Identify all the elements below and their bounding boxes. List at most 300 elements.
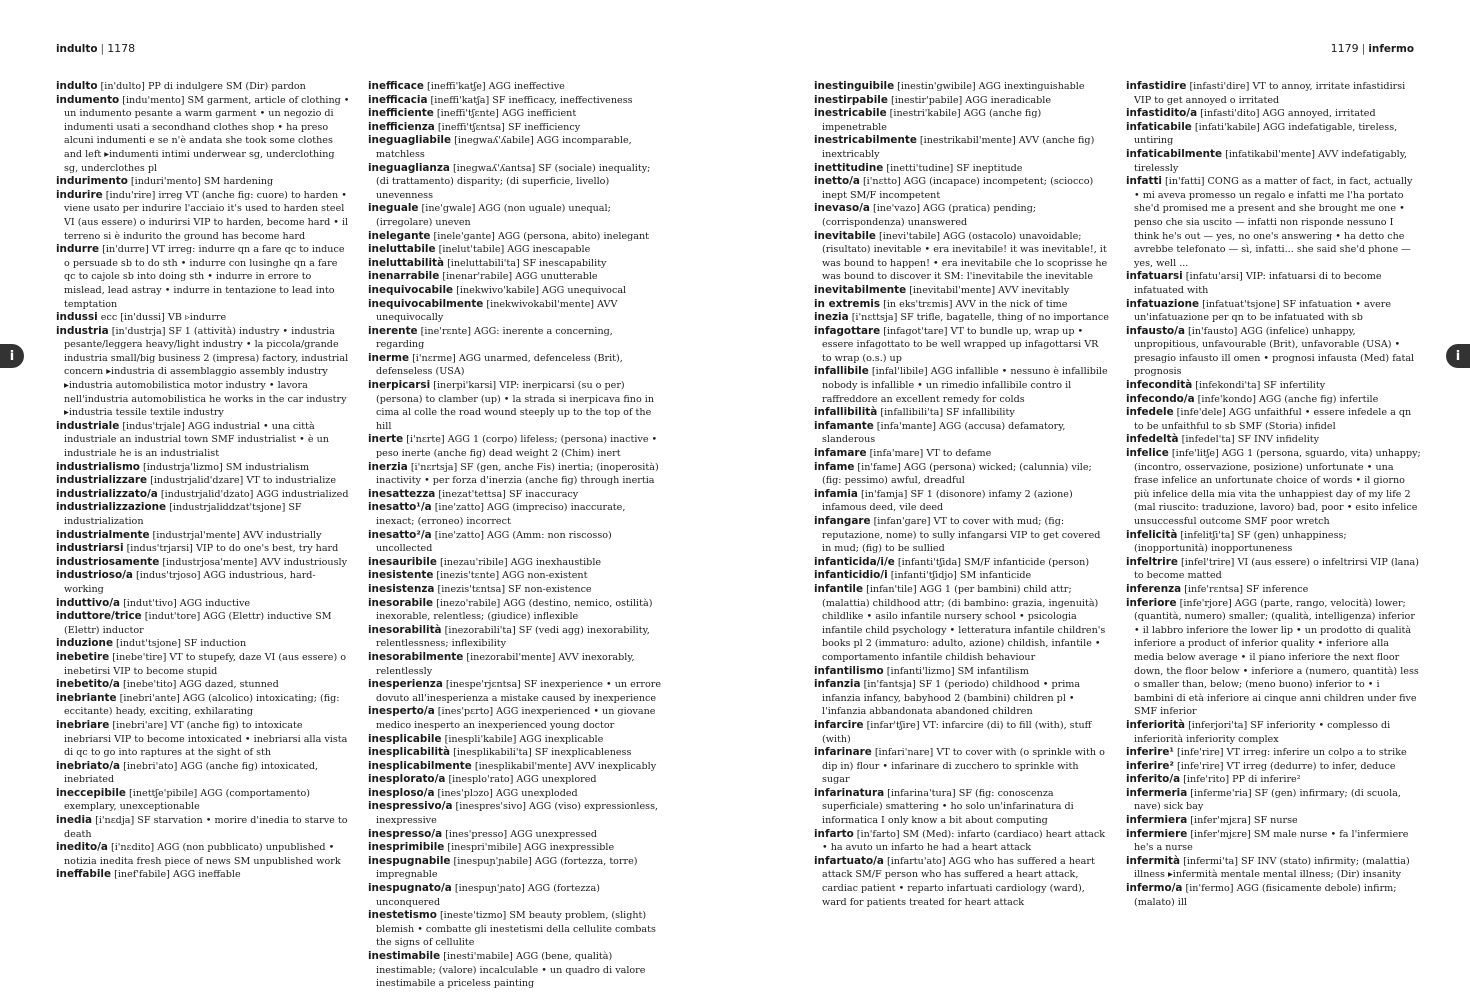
entry-definition: [ine'zatto] AGG (impreciso) inaccurate, inexact; (erroneo) incorrect	[376, 502, 626, 527]
entry-headword: inestricabilmente	[814, 134, 917, 147]
entry-headword: industria	[56, 324, 109, 337]
entry-definition: [infe'rɛntsa] SF inference	[1181, 583, 1309, 595]
entry-definition: [ines'presso] AGG unexpressed	[442, 828, 598, 840]
entry-headword: induttivo/a	[56, 596, 121, 609]
entry-headword: infartuato/a	[814, 854, 884, 867]
entry-headword: inestimabile	[368, 950, 441, 962]
entry-definition: [inevitabil'mente] AVV inevitably	[906, 284, 1070, 296]
dictionary-entry	[368, 488, 663, 502]
entry-definition: [industrja'lizmo] SM industrialism	[139, 461, 310, 473]
entry-headword: infaticabile	[1126, 120, 1192, 133]
dictionary-entry	[1126, 882, 1421, 909]
entry-definition: [inezau'ribile] AGG inexhaustible	[436, 556, 602, 568]
entry-headword: infermiere	[1126, 827, 1188, 840]
dictionary-entry	[814, 420, 1109, 447]
dictionary-entry	[814, 325, 1109, 366]
dictionary-entry	[56, 692, 351, 719]
entry-definition: [inegwaʎ'ʎantsa] SF (sociale) inequality; (di trattamento) disparity; (di superficie, livello) unevenness	[376, 162, 651, 201]
entry-headword: industrialmente	[56, 528, 150, 541]
entry-definition: [inebri'are] VT (anche fig) to intoxicate inebriarsi VIP to become intoxicated • inebriarsi alla vista di qc to go into raptures at the sight of sth	[64, 719, 348, 759]
dictionary-entry	[1126, 148, 1421, 175]
dictionary-entry	[368, 162, 663, 203]
dictionary-entry	[368, 733, 663, 747]
entry-headword: infantile	[814, 582, 864, 595]
right-page	[735, 0, 1470, 1006]
entry-definition: [in'fausto] AGG (infelice) unhappy, unpropitious, unfavourable (Brit), unfavorable (USA) • presagio infausto ill omen • prognosi infausta (Med) fatal prognosis	[1134, 325, 1415, 378]
dictionary-entry	[1126, 746, 1421, 760]
dictionary-entry	[368, 828, 663, 842]
dictionary-entry	[56, 94, 351, 176]
entry-headword: ineguale	[368, 202, 419, 215]
dictionary-entry	[56, 719, 351, 760]
dictionary-entry	[1126, 325, 1421, 379]
entry-headword: inferiore	[1126, 596, 1177, 609]
entry-headword: inesistenza	[368, 582, 435, 595]
left-page-header: indulto | 1178	[56, 42, 136, 55]
entry-headword: ineguaglianza	[368, 161, 450, 174]
entry-headword: industrializzato/a	[56, 487, 158, 500]
dictionary-entry	[368, 94, 663, 108]
entry-definition: [infa'mante] AGG (accusa) defamatory, slanderous	[822, 420, 1066, 446]
entry-headword: inerente	[368, 324, 418, 337]
dictionary-entry	[368, 705, 663, 732]
entry-definition: [industrjaliddzat'tsjone] SF industrialization	[64, 502, 302, 527]
entry-definition: [infanti'tʃida] SM/F infanticide (person)	[894, 556, 1090, 568]
entry-definition: [ineffi'tʃɛntsa] SF inefficiency	[434, 121, 581, 133]
dictionary-entry	[56, 651, 351, 678]
entry-definition: [infedel'ta] SF INV infidelity	[1178, 434, 1320, 446]
left-header-page-number: 1178	[107, 42, 136, 55]
entry-definition: [i'nɛrme] AGG unarmed, defenceless (Brit), defenseless (USA)	[376, 352, 623, 378]
dictionary-entry	[368, 284, 663, 298]
entry-definition: [inelut'tabile] AGG inescapable	[435, 244, 591, 256]
right-page-column-2	[1126, 80, 1421, 909]
entry-headword: inestinguibile	[814, 80, 895, 92]
dictionary-entry	[814, 406, 1109, 420]
entry-definition: [inerpi'karsi] VIP: inerpicarsi (su o per) (persona) to clamber (up) • la strada si inerpicava fino in cima al colle the road wound steeply up to the top of the hill	[376, 380, 655, 432]
dictionary-entry	[368, 760, 663, 774]
dictionary-entry	[814, 746, 1109, 787]
entry-definition: [indut'tivo] AGG inductive	[120, 597, 251, 609]
entry-definition: [industrjalid'dzare] VT to industrialize	[147, 475, 336, 487]
entry-headword: infelice	[1126, 447, 1169, 460]
entry-definition: [inezis'tɛnte] AGG non-existent	[433, 570, 588, 582]
dictionary-entry	[814, 365, 1109, 406]
entry-definition: [infermi'ta] SF INV (stato) infirmity; (malattia) illness ▸infermità mentale mental illness; (Dir) insanity	[1134, 855, 1410, 881]
dictionary-entry	[1126, 270, 1421, 297]
dictionary-entry	[814, 678, 1109, 719]
dictionary-entry	[56, 637, 351, 651]
entry-headword: indurimento	[56, 175, 128, 188]
dictionary-entry	[368, 556, 663, 570]
entry-headword: ineguagliabile	[368, 134, 452, 147]
entry-definition: [indut'tore] AGG (Elettr) inductive SM (Elettr) inductor	[64, 611, 332, 636]
dictionary-entry	[56, 841, 351, 868]
entry-headword: indumento	[56, 93, 120, 106]
entry-headword: inesplicabile	[368, 732, 442, 745]
dictionary-entry	[814, 284, 1109, 298]
entry-definition: [i'nɛtto] AGG (incapace) incompetent; (sciocco) inept SM/F incompetent	[822, 176, 1094, 201]
dictionary-entry	[1126, 787, 1421, 814]
dictionary-entry	[368, 433, 663, 460]
entry-definition: [in eks'trɛmis] AVV in the nick of time	[880, 298, 1068, 310]
entry-headword: infarto	[814, 827, 854, 840]
entry-definition: [infanti'tʃidjo] SM infanticide	[887, 570, 1032, 582]
entry-definition: [inenar'rabile] AGG unutterable	[439, 271, 598, 283]
entry-definition: [infartu'ato] AGG who has suffered a heart attack SM/F person who has suffered a heart attack, cardiac patient • reparto infartuati cardiology (ward), ward for patients treated for heart attack	[822, 855, 1095, 908]
dictionary-entry	[814, 515, 1109, 556]
entry-definition: [ineste'tizmo] SM beauty problem, (slight) blemish • combatte gli inestetismi della cellulite combats the signs of cellulite	[376, 910, 656, 949]
entry-definition: [inekwivo'kabile] AGG unequivocal	[453, 284, 627, 296]
dictionary-entry	[56, 243, 351, 311]
entry-headword: inerme	[368, 351, 410, 364]
dictionary-entry	[814, 298, 1109, 312]
entry-definition: [ineffi'tʃɛnte] AGG inefficient	[433, 108, 577, 120]
entry-headword: inefficienza	[368, 120, 435, 133]
entry-headword: induttore/trice	[56, 610, 142, 623]
dictionary-entry	[368, 773, 663, 787]
entry-headword: inedito/a	[56, 841, 108, 854]
entry-headword: inferenza	[1126, 582, 1182, 595]
entry-headword: inesperienza	[368, 678, 443, 691]
entry-headword: inferito/a	[1126, 773, 1181, 786]
entry-headword: infarcire	[814, 718, 864, 731]
entry-headword: industriale	[56, 419, 120, 432]
entry-headword: infagottare	[814, 324, 881, 337]
entry-definition: [infal'libile] AGG infallible • nessuno è infallibile nobody is infallible • un rimedio infallibile contro il raffreddore an excellent remedy for colds	[822, 366, 1108, 405]
entry-definition: [ineluttabili'ta] SF inescapability	[444, 257, 607, 269]
entry-headword: infaticabilmente	[1126, 147, 1223, 160]
entry-definition: [indu'mento] SM garment, article of clothing • un indumento pesante a warm garment • un negozio di indumenti usati a secondhand clothes shop • ha preso alcuni indumenti e se n'è andata she took some clothes and left ▸indumenti intimi underwear sg, underclothing sg, underclothes pl	[64, 94, 350, 174]
dictionary-entry	[368, 298, 663, 325]
dictionary-entry	[368, 841, 663, 855]
entry-definition: [ine'rɛnte] AGG: inerente a concerning, regarding	[376, 325, 613, 351]
entry-definition: [in'fermo] AGG (fisicamente debole) infirm; (malato) ill	[1134, 883, 1397, 908]
dictionary-entry	[56, 420, 351, 461]
entry-headword: indussi	[56, 311, 98, 324]
entry-headword: infarinatura	[814, 786, 885, 799]
entry-headword: inevaso/a	[814, 202, 870, 215]
entry-definition: [infagot'tare] VT to bundle up, wrap up • essere infagottato to be well wrapped up infagottarsi VR to wrap (o.s.) up	[822, 325, 1099, 364]
entry-definition: [inegwaʎ'ʎabile] AGG incomparable, matchless	[376, 135, 632, 160]
entry-headword: infedele	[1126, 406, 1174, 419]
entry-headword: inebriare	[56, 718, 110, 731]
entry-headword: ineluttabilità	[368, 256, 445, 269]
dictionary-entry	[1126, 814, 1421, 828]
entry-definition: [infar'tʃire] VT: infarcire (di) to fill (with), stuff (with)	[822, 719, 1092, 745]
entry-headword: infastidito/a	[1126, 107, 1198, 120]
entry-definition: [infe'rire] VT irreg: inferire un colpo a to strike	[1173, 747, 1407, 759]
dictionary-entry	[56, 325, 351, 420]
entry-definition: [infe'litʃe] AGG 1 (persona, sguardo, vita) unhappy; (incontro, osservazione, posizione) unfortunate • una frase infelice an unfortunate choice of words • il giorno più infelice della mia vita the unhappiest day of my life 2 (mal riuscito: traduzione, lavoro) bad, poor • esito infelice unsuccessful outcome SMF poor wretch	[1134, 448, 1421, 527]
entry-definition: [inespuɲ'ɲato] AGG (fortezza) unconquered	[376, 883, 600, 908]
entry-definition: [industrjal'mente] AVV industrially	[149, 529, 322, 541]
entry-definition: [indus'trjale] AGG industrial • una città industriale an industrial town SMF industrialist • è un industriale he is an industrialist	[64, 420, 329, 460]
dictionary-entry	[368, 787, 663, 801]
dictionary-entry	[56, 542, 351, 556]
entry-definition: [infe'dele] AGG unfaithful • essere infedele a qn to be unfaithful to sb SMF (Storia) infidel	[1134, 407, 1412, 432]
entry-definition: [infan'gare] VT to cover with mud; (fig: reputazione, nome) to sully infangarsi VIP to get covered in mud; (fig) to be sullied	[822, 516, 1101, 555]
entry-definition: [infasti'dire] VT to annoy, irritate infastidirsi VIP to get annoyed o irritated	[1134, 81, 1406, 106]
entry-definition: [inekwivokabil'mente] AVV unequivocally	[376, 298, 618, 324]
entry-headword: infallibile	[814, 365, 869, 378]
dictionary-entry	[1126, 298, 1421, 325]
entry-headword: infanzia	[814, 678, 861, 691]
dictionary-entry	[368, 134, 663, 161]
dictionary-entry	[368, 882, 663, 909]
entry-headword: inevitabilmente	[814, 283, 907, 296]
entry-definition: [in'famja] SF 1 (disonore) infamy 2 (azione) infamous deed, vile deed	[822, 488, 1073, 514]
entry-headword: inerte	[368, 433, 404, 446]
entry-headword: inelegante	[368, 229, 431, 242]
dictionary-entry	[814, 855, 1109, 909]
entry-headword: inequivocabile	[368, 283, 454, 296]
entry-headword: inebriante	[56, 691, 117, 704]
entry-definition: [infe'rire] VT irreg (dedurre) to infer, deduce	[1173, 760, 1396, 772]
entry-definition: [in'farto] SM (Med): infarto (cardiaco) heart attack • ha avuto un infarto he had a heart attack	[822, 828, 1106, 854]
dictionary-entry	[814, 94, 1109, 108]
dictionary-entry	[56, 461, 351, 475]
entry-definition: [inezo'rabile] AGG (destino, nemico, ostilità) inexorable, relentless; (giudice) inflexible	[376, 597, 653, 623]
entry-headword: indurre	[56, 243, 100, 256]
dictionary-entry	[56, 529, 351, 543]
dictionary-entry	[814, 828, 1109, 855]
entry-definition: [inestrikabil'mente] AVV (anche fig) inextricably	[822, 135, 1095, 160]
entry-definition: [infari'nare] VT to cover with (o sprinkle with o dip in) flour • infarinare di zucchero to sprinkle with sugar	[822, 747, 1105, 786]
dictionary-entry	[368, 461, 663, 488]
entry-headword: infelicità	[1126, 528, 1178, 541]
entry-definition: [ineffi'katʃa] SF inefficacy, ineffectiveness	[427, 94, 633, 106]
entry-headword: inesploso/a	[368, 786, 435, 799]
entry-headword: inesperto/a	[368, 705, 435, 718]
entry-headword: infangare	[814, 515, 871, 527]
entry-headword: infermo/a	[1126, 882, 1183, 895]
entry-headword: inesprimibile	[368, 841, 445, 854]
entry-definition: [i'nɛdja] SF starvation • morire d'inedia to starve to death	[64, 815, 348, 840]
dictionary-entry	[814, 175, 1109, 202]
entry-headword: industriosamente	[56, 555, 160, 568]
entry-definition: [inebe'tire] VT to stupefy, daze VI (aus essere) o inebetirsi VIP to become stupid	[64, 651, 347, 677]
entry-headword: inerzia	[368, 460, 408, 473]
dictionary-entry	[368, 746, 663, 760]
entry-definition: [ine'gwale] AGG (non uguale) unequal; (irregolare) uneven	[376, 203, 611, 228]
dictionary-entry	[1126, 529, 1421, 556]
entry-headword: infatuazione	[1126, 297, 1200, 310]
entry-headword: inesplorato/a	[368, 773, 446, 786]
entry-headword: ineffabile	[56, 868, 112, 881]
dictionary-entry	[368, 529, 663, 556]
entry-definition: [in'dulto] PP di indulgere SM (Dir) pardon	[97, 81, 306, 92]
entry-headword: infedeltà	[1126, 433, 1179, 446]
entry-headword: infecondità	[1126, 379, 1193, 392]
dictionary-entry	[814, 162, 1109, 176]
dictionary-entry	[56, 556, 351, 570]
entry-headword: inferire²	[1126, 759, 1174, 772]
entry-definition: [infer'mjɛra] SF nurse	[1187, 815, 1298, 827]
entry-headword: infausto/a	[1126, 324, 1185, 337]
entry-headword: industrializzazione	[56, 501, 167, 514]
dictionary-entry	[368, 270, 663, 284]
entry-headword: indurire	[56, 188, 103, 201]
entry-headword: inesplicabilmente	[368, 759, 472, 772]
entry-headword: infermità	[1126, 854, 1181, 867]
dictionary-entry	[56, 189, 351, 243]
entry-headword: inefficacia	[368, 93, 428, 106]
dictionary-entry	[814, 787, 1109, 828]
dictionary-entry	[368, 107, 663, 121]
entry-definition: [inezorabili'ta] SF (vedi agg) inexorability, relentlessness; inflexibility	[376, 624, 650, 650]
entry-definition: [infasti'dito] AGG annoyed, irritated	[1197, 108, 1376, 120]
entry-definition: [ine'zatto] AGG (Amm: non riscosso) uncollected	[376, 529, 612, 555]
entry-headword: infatuarsi	[1126, 270, 1183, 283]
entry-definition: [inebe'tito] AGG dazed, stunned	[119, 679, 279, 691]
entry-definition: [infan'tile] AGG 1 (per bambini) child attr; (malattia) childhood attr; (di bambino: grazia, ingenuità) childlike • asilo infantile nursery school • psicologia infantile child psychology • letteratura infantile children's books pl 2 (immaturo: adulto, azione) childish, infantile • comportamento infantile childish behaviour	[822, 583, 1106, 663]
entry-definition: [in'fatti] CONG as a matter of fact, in fact, actually • mi aveva promesso un regalo e infatti me l'ha portato she'd promised me a present and she brought me one • penso che sia uscito — infatti non risponde nessuno I think he's out — yes, no one's answering • ha detto che avrebbe telefonato — sì, infatti... she said she'd phone — yes, well ...	[1134, 176, 1413, 269]
entry-headword: industrializzare	[56, 474, 148, 487]
entry-definition: [inferjori'ta] SF inferiority • complesso di inferiorità inferiority complex	[1134, 719, 1391, 745]
entry-definition: [inebri'ante] AGG (alcolico) intoxicating; (fig: eccitante) heady, exciting, exhilarating	[64, 692, 340, 718]
entry-definition: [infa'mare] VT to defame	[866, 448, 992, 460]
entry-headword: inequivocabilmente	[368, 297, 484, 310]
entry-definition: [inezat'tettsa] SF inaccuracy	[435, 488, 579, 500]
entry-definition: [infatu'arsi] VIP: infatuarsi di to become infatuated with	[1134, 271, 1382, 296]
dictionary-entry	[368, 379, 663, 433]
entry-headword: infermeria	[1126, 786, 1188, 799]
dictionary-entry	[368, 257, 663, 271]
entry-definition: [inesplikabili'ta] SF inexplicableness	[450, 747, 632, 759]
entry-headword: infame	[814, 460, 855, 473]
entry-definition: ecc [in'dussi] VB ▹indurre	[97, 312, 227, 324]
entry-headword: infarinare	[814, 746, 872, 759]
entry-headword: indulto	[56, 80, 98, 92]
entry-headword: industriarsi	[56, 542, 124, 555]
dictionary-entry	[56, 80, 351, 94]
entry-definition: [inezis'tɛntsa] SF non-existence	[434, 583, 592, 595]
entry-headword: infeltrire	[1126, 555, 1178, 568]
entry-definition: [inezorabil'mente] AVV inexorably, relentlessly	[376, 651, 635, 677]
dictionary-entry	[56, 610, 351, 637]
entry-definition: [infatikabil'mente] AVV indefatigably, tirelessly	[1134, 148, 1407, 174]
right-header-headword: infermo	[1368, 43, 1414, 55]
dictionary-entry	[814, 107, 1109, 134]
thumb-index-tab: i	[1446, 344, 1470, 368]
entry-definition: [inetti'tudine] SF ineptitude	[883, 162, 1023, 174]
entry-headword: infanticidio/i	[814, 569, 888, 582]
entry-definition: [inespuɲ'ɲabile] AGG (fortezza, torre) impregnable	[376, 855, 638, 881]
entry-headword: inestricabile	[814, 107, 887, 120]
dictionary-entry	[368, 800, 663, 827]
dictionary-entry	[56, 678, 351, 692]
entry-headword: infecondo/a	[1126, 392, 1195, 405]
entry-definition: [infer'mjɛre] SM male nurse • fa l'infermiere he's a nurse	[1134, 828, 1409, 854]
dictionary-entry	[56, 175, 351, 189]
entry-definition: [inele'gante] AGG (persona, abito) inelegant	[430, 230, 650, 242]
entry-headword: inettitudine	[814, 161, 884, 174]
entry-headword: ineccepibile	[56, 786, 126, 799]
dictionary-entry	[1126, 175, 1421, 270]
entry-definition: [industrjalid'dzato] AGG industrialized	[157, 488, 349, 500]
dictionary-entry	[1126, 447, 1421, 529]
dictionary-entry	[368, 651, 663, 678]
dictionary-entry	[814, 202, 1109, 229]
entry-headword: infatti	[1126, 175, 1162, 188]
dictionary-entry	[56, 787, 351, 814]
entry-headword: infanticida/i/e	[814, 555, 895, 568]
dictionary-entry	[368, 121, 663, 135]
dictionary-entry	[368, 325, 663, 352]
entry-headword: inesplicabilità	[368, 746, 451, 759]
entry-headword: infamia	[814, 487, 858, 500]
left-page-column-1	[56, 80, 351, 882]
entry-headword: inenarrabile	[368, 270, 440, 283]
entry-definition: [in'dustrja] SF 1 (attività) industry • industria pesante/leggera heavy/light industry • la piccola/grande industria small/big business 2 (impresa) factory, industrial concern ▸industria di assemblaggio assembly industry ▸industria automobilistica motor industry • lavora nell'industria automobilistica he works in the car industry ▸industria tessile textile industry	[64, 325, 349, 419]
dictionary-entry	[814, 311, 1109, 325]
right-page-header: 1179 | infermo	[1330, 42, 1414, 55]
right-header-page-number: 1179	[1330, 42, 1359, 55]
dictionary-entry	[1126, 107, 1421, 121]
entry-definition: [industrjosa'mente] AVV industriously	[159, 556, 348, 568]
entry-definition: [inferme'ria] SF (gen) infirmary; (di scuola, nave) sick bay	[1134, 787, 1401, 813]
entry-definition: [inespli'kabile] AGG inexplicable	[441, 733, 604, 745]
entry-definition: [inestin'gwibile] AGG inextinguishable	[894, 81, 1085, 92]
dictionary-entry	[1126, 597, 1421, 719]
entry-definition: [inestri'kabile] AGG (anche fig) impenetrable	[822, 108, 1042, 133]
entry-definition: [i'nɛrte] AGG 1 (corpo) lifeless; (persona) inactive • peso inerte (anche fig) dead weight 2 (Chim) inert	[376, 434, 658, 460]
entry-headword: inferire¹	[1126, 746, 1174, 759]
dictionary-entry	[56, 760, 351, 787]
entry-definition: [infel'trire] VI (aus essere) o infeltrirsi VIP (lana) to become matted	[1134, 556, 1420, 582]
dictionary-entry	[56, 311, 351, 325]
entry-headword: inesorabilità	[368, 623, 442, 636]
dictionary-entry	[368, 855, 663, 882]
entry-definition: [infe'rito] PP di inferire²	[1180, 774, 1301, 786]
entry-definition: [in'fame] AGG (persona) wicked; (calunnia) vile; (fig: pessimo) awful, dreadful	[822, 461, 1092, 487]
entry-headword: infallibilità	[814, 406, 878, 419]
entry-headword: inefficace	[368, 80, 424, 92]
entry-definition: [in'fantsja] SF 1 (periodo) childhood • prima infanzia infancy, babyhood 2 (bambini) children pl • l'infanzia abbandonata abandoned children	[822, 679, 1081, 718]
dictionary-entry	[814, 556, 1109, 570]
entry-definition: [inespri'mibile] AGG inexpressible	[444, 842, 615, 854]
entry-definition: [i'nɛdito] AGG (non pubblicato) unpublished • notizia inedita fresh piece of news SM unpublished work	[64, 842, 341, 867]
dictionary-entry	[368, 230, 663, 244]
entry-headword: infamare	[814, 447, 867, 460]
entry-headword: inesatto²/a	[368, 528, 432, 541]
entry-headword: inesorabile	[368, 596, 434, 609]
entry-headword: inebriato/a	[56, 759, 121, 772]
entry-definition: [infallibili'ta] SF infallibility	[877, 407, 1015, 419]
dictionary-entry	[56, 474, 351, 488]
entry-definition: [ines'plɔzo] AGG unexploded	[434, 787, 578, 799]
entry-headword: infantilismo	[814, 664, 884, 677]
dictionary-entry	[1126, 828, 1421, 855]
entry-headword: inesorabilmente	[368, 650, 464, 663]
left-header-headword: indulto	[56, 43, 98, 55]
dictionary-entry	[814, 461, 1109, 488]
dictionary-entry	[814, 447, 1109, 461]
entry-headword: inefficiente	[368, 107, 434, 120]
entry-definition: [ineffi'katʃe] AGG ineffective	[423, 81, 565, 92]
dictionary-entry	[814, 665, 1109, 679]
entry-definition: [inettʃe'pibile] AGG (comportamento) exemplary, unexceptionable	[64, 787, 310, 813]
entry-headword: infastidire	[1126, 80, 1187, 92]
dictionary-entry	[56, 814, 351, 841]
dictionary-entry	[814, 134, 1109, 161]
entry-definition: [inesti'mabile] AGG (bene, qualità) inestimable; (valore) incalculable • un quadro di valore inestimabile a priceless painting	[376, 951, 646, 990]
entry-definition: [inespres'sivo] AGG (viso) expressionless, inexpressive	[376, 801, 659, 827]
entry-headword: inesattezza	[368, 487, 436, 500]
entry-headword: induzione	[56, 637, 113, 650]
entry-definition: [i'nɛttsja] SF trifle, bagatelle, thing of no importance	[848, 312, 1109, 324]
